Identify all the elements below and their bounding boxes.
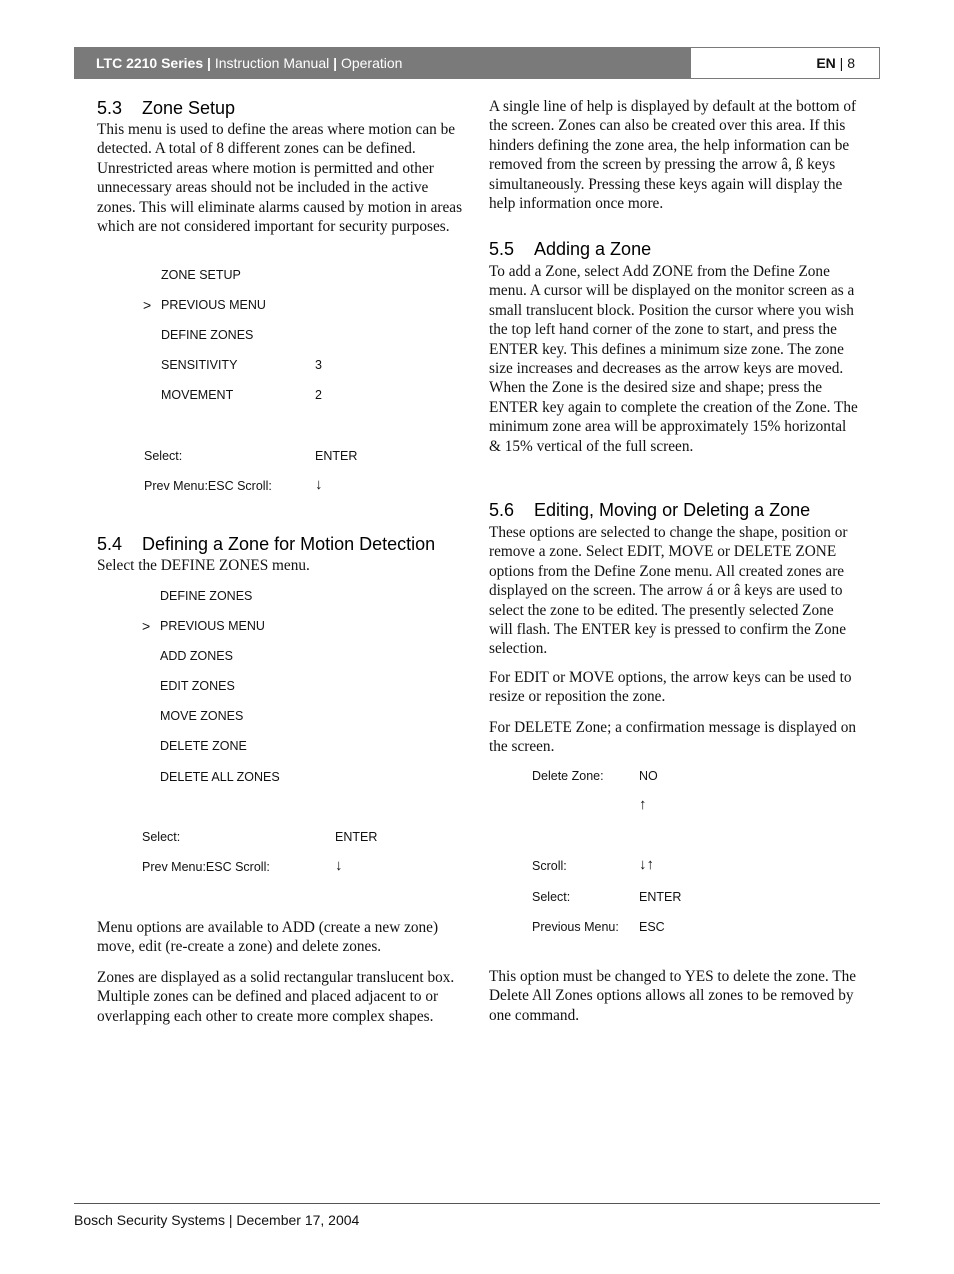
zone-setup-menu-title: ZONE SETUP bbox=[161, 268, 241, 282]
menu-cursor: > bbox=[143, 297, 152, 313]
section-5-4-heading: 5.4 Defining a Zone for Motion Detection bbox=[97, 534, 436, 554]
menu-cursor: > bbox=[142, 618, 151, 634]
menu-previous-menu-label: Previous Menu: bbox=[532, 920, 619, 934]
section-5-6-p4: This option must be changed to YES to delete the zone. The Delete All Zones options allows all zones to be removed by one command. bbox=[489, 968, 857, 1024]
menu-prev-label: Prev Menu:ESC Scroll: bbox=[144, 479, 272, 493]
menu-item-delete-all-zones: DELETE ALL ZONES bbox=[160, 770, 280, 784]
menu-select-value: ENTER bbox=[639, 890, 682, 904]
section-5-6-p1: These options are selected to change the shape, position or remove a zone. Select EDIT, MOVE or DELETE ZONE options from the Define Zone menu. All created zones are displayed on the screen. The arrow á or â keys are used to select the zone to be edited. The presently selected Zone will flash. The ENTER key is pressed to confirm the Zone selection. bbox=[489, 524, 848, 658]
footer-rule bbox=[74, 1203, 880, 1204]
menu-item-add-zones: ADD ZONES bbox=[160, 649, 233, 663]
help-line-paragraph: A single line of help is displayed by default at the bottom of the screen. Zones can also be created over this area. If this hinders defining the zone area, the help information can be removed from the screen by pressing the arrow â, ß keys simultaneously. Pressing these keys again will display the help information once more. bbox=[489, 98, 857, 213]
down-arrow-icon: ↓ bbox=[315, 476, 323, 493]
menu-item-move-zones: MOVE ZONES bbox=[160, 709, 244, 723]
header-manual: Instruction Manual bbox=[214, 55, 330, 71]
section-5-5-heading: 5.5 Adding a Zone bbox=[489, 239, 652, 259]
menu-item-delete-zone: DELETE ZONE bbox=[160, 739, 247, 753]
menu-item-previous-menu: PREVIOUS MENU bbox=[160, 619, 265, 633]
section-5-6-p3: For DELETE Zone; a confirmation message is displayed on the screen. bbox=[489, 719, 857, 756]
up-arrow-icon: ↑ bbox=[639, 796, 647, 813]
menu-select-value: ENTER bbox=[315, 449, 358, 463]
menu-value-sensitivity: 3 bbox=[315, 358, 322, 372]
up-down-arrows-icon: ↓↑ bbox=[639, 856, 654, 873]
section-5-3-body: This menu is used to define the areas where motion can be detected. A total of 8 different zones can be defined. Unrestricted areas where motion is permitted and other unnecessary areas should not be included in the active zones. This will eliminate alarms caused by motion in areas which are not considered important for security purposes. bbox=[97, 121, 463, 236]
section-5-3-heading: 5.3 Zone Setup bbox=[97, 98, 236, 118]
section-5-5-body: To add a Zone, select Add ZONE from the Define Zone menu. A cursor will be displayed on the monitor screen as a small translucent block. Position the cursor where you wish the top left hand corner of the zone to start, and press the ENTER key. This defines a minimum size zone. The zone size increases and decreases as the arrow keys are moved. When the Zone is the desired size and shape; press the ENTER key again to complete the creation of the Zone. The minimum zone area will be approximately 15% horizontal & 15% vertical of the full screen. bbox=[489, 263, 858, 455]
menu-scroll-label: Scroll: bbox=[532, 859, 567, 873]
menu-select-label: Select: bbox=[142, 830, 181, 844]
menu-previous-menu-value: ESC bbox=[639, 920, 665, 934]
menu-select-label: Select: bbox=[532, 890, 571, 904]
section-5-4-intro: Select the DEFINE ZONES menu. bbox=[97, 557, 310, 574]
header-page-number: 8 bbox=[847, 55, 855, 71]
footer-text: Bosch Security Systems | December 17, 2004 bbox=[74, 1212, 360, 1228]
menu-value-movement: 2 bbox=[315, 388, 322, 402]
section-5-4-p2: Zones are displayed as a solid rectangular translucent box. Multiple zones can be defined and placed adjacent to or overlapping each other to create more complex shapes. bbox=[97, 969, 455, 1025]
header-page-box: EN | 8 bbox=[690, 47, 880, 79]
menu-item-define-zones: DEFINE ZONES bbox=[161, 328, 254, 342]
section-5-4-p1: Menu options are available to ADD (create a new zone) move, edit (re-create a zone) and delete zones. bbox=[97, 919, 439, 956]
header-bar: LTC 2210 Series | Instruction Manual | Operation bbox=[74, 47, 690, 79]
section-5-6-heading: 5.6 Editing, Moving or Deleting a Zone bbox=[489, 500, 811, 520]
header-lang: EN bbox=[816, 55, 836, 71]
down-arrow-icon: ↓ bbox=[335, 857, 343, 874]
menu-item-edit-zones: EDIT ZONES bbox=[160, 679, 235, 693]
menu-delete-zone-value: NO bbox=[639, 769, 658, 783]
menu-delete-zone-label: Delete Zone: bbox=[532, 769, 604, 783]
menu-select-value: ENTER bbox=[335, 830, 378, 844]
menu-item-previous-menu: PREVIOUS MENU bbox=[161, 298, 266, 312]
menu-prev-label: Prev Menu:ESC Scroll: bbox=[142, 860, 270, 874]
define-zones-menu-title: DEFINE ZONES bbox=[160, 589, 253, 603]
header-product: LTC 2210 Series bbox=[96, 55, 204, 71]
menu-select-label: Select: bbox=[144, 449, 183, 463]
menu-item-sensitivity: SENSITIVITY bbox=[161, 358, 238, 372]
header-section: Operation bbox=[340, 55, 403, 71]
menu-item-movement: MOVEMENT bbox=[161, 388, 234, 402]
section-5-6-p2: For EDIT or MOVE options, the arrow keys can be used to resize or reposition the zone. bbox=[489, 669, 852, 706]
